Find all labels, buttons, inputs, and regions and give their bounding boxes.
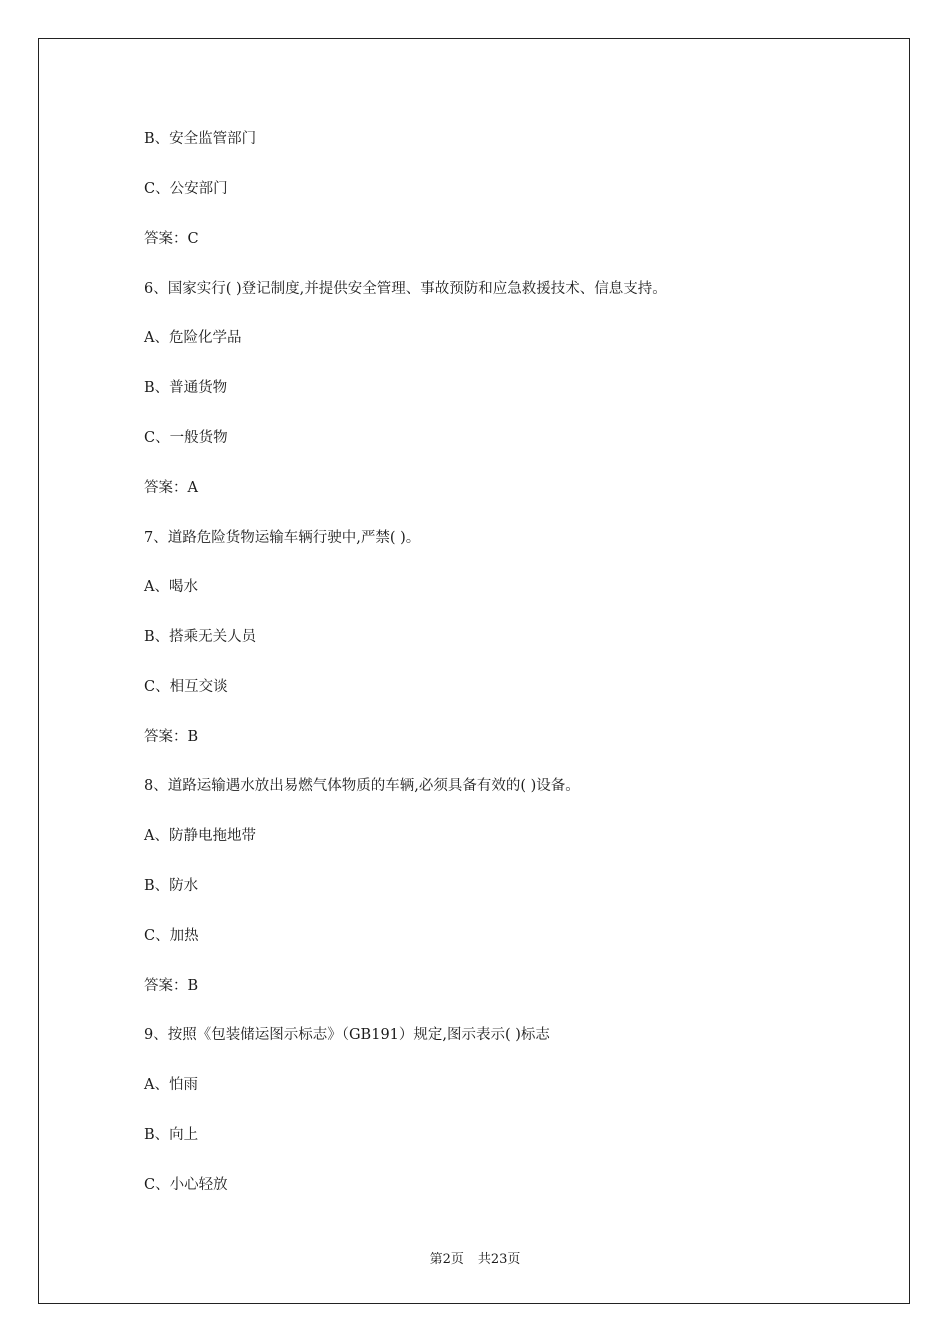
option-line: A、喝水 xyxy=(144,579,198,595)
option-line: C、相互交谈 xyxy=(144,679,228,695)
option-line: B、向上 xyxy=(144,1127,199,1143)
answer-line: 答案：B xyxy=(144,729,199,745)
question-line: 8、道路运输遇水放出易燃气体物质的车辆,必须具备有效的( )设备。 xyxy=(144,778,580,794)
option-line: C、公安部门 xyxy=(144,181,228,197)
answer-line: 答案：B xyxy=(144,978,199,994)
question-line: 6、国家实行( )登记制度,并提供安全管理、事故预防和应急救援技术、信息支持。 xyxy=(144,281,667,297)
answer-line: 答案：A xyxy=(144,480,198,496)
page-number: 第2页 xyxy=(429,1252,464,1267)
option-line: A、怕雨 xyxy=(144,1077,198,1093)
option-line: B、防水 xyxy=(144,878,199,894)
question-line: 9、按照《包装储运图示标志》（GB191）规定,图示表示( )标志 xyxy=(144,1027,550,1043)
answer-line: 答案：C xyxy=(144,231,199,247)
page-border xyxy=(38,38,910,1304)
option-line: B、安全监管部门 xyxy=(144,131,257,147)
option-line: C、小心轻放 xyxy=(144,1177,228,1193)
page-total: 共23页 xyxy=(477,1252,521,1267)
page-footer xyxy=(0,1248,950,1267)
option-line: C、一般货物 xyxy=(144,430,228,446)
question-line: 7、道路危险货物运输车辆行驶中,严禁( )。 xyxy=(144,530,421,546)
option-line: B、搭乘无关人员 xyxy=(144,629,257,645)
option-line: B、普通货物 xyxy=(144,380,228,396)
option-line: A、危险化学品 xyxy=(144,330,242,346)
option-line: C、加热 xyxy=(144,928,199,944)
option-line: A、防静电拖地带 xyxy=(144,828,256,844)
